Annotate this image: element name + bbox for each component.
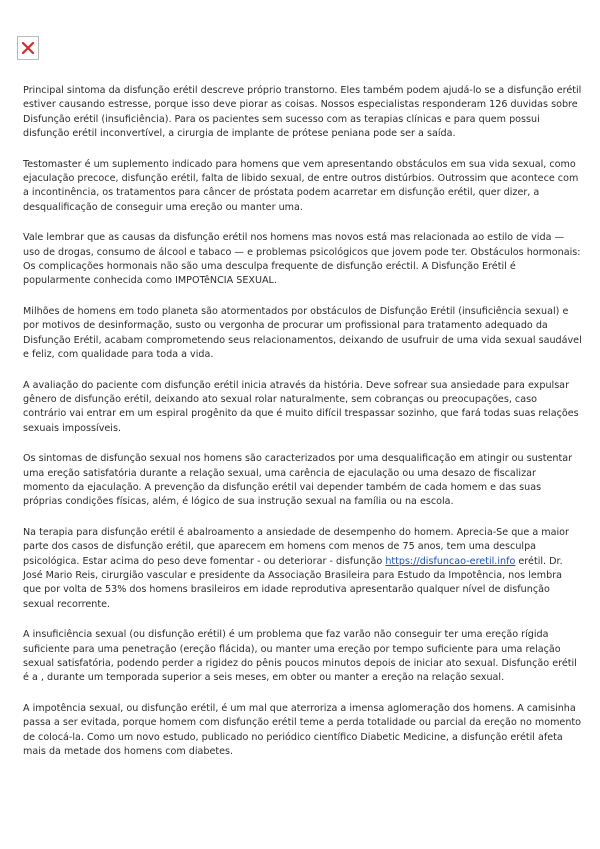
paragraph: Vale lembrar que as causas da disfunção erétil nos homens mas novos está mas relacionada ao estilo de vida — uso de drogas, consumo de álcool e tabaco — e problemas psicológicos que jovem pode ter. Obstáculos hormonais: Os complicações hormonais não são uma desculpa frequente de disfunção eréctil. A Disfunção Erétil é popularmente conhecida como IMPOTêNCIA SEXUAL. — [23, 232, 581, 287]
broken-image-icon — [17, 36, 39, 60]
paragraph: Milhões de homens em todo planeta são atormentados por obstáculos de Disfunção Erétil (insuficiência sexual) e por motivos de desinformação, susto ou vergonha de procurar um profissional para tratamento adequado da Disfunção Erétil, acabam comprometendo seus relacionamentos, deixando de usufruir de uma vida sexual saudável e feliz, com qualidade para toda a vida. — [23, 305, 582, 361]
paragraph-text: Na terapia para disfunção erétil é abalroamento a ansiedade de desempenho do homem. Aprecia-Se que a maior parte dos casos de disfunção erétil, que aparecem em homens com menos de 75 anos, tem uma desculpa psicológica. Estar acima do peso deve fomentar - ou deteriorar - disfunção — [23, 526, 569, 567]
paragraph: A insuficiência sexual (ou disfunção erétil) é um problema que faz varão não conseguir ter uma ereção rígida suficiente para uma penetração (ereção flácida), ou manter uma ereção por tempo suficiente para uma relação sexual satisfatória, podendo perder a rigidez do pênis poucos minutos depois de iniciar ato sexual. Disfunção erétil é a , durante um temporada superior a seis meses, em obter ou manter a ereção na relação sexual. — [23, 629, 577, 684]
paragraph: Principal sintoma da disfunção erétil descreve próprio transtorno. Eles também podem ajudá-lo se a disfunção erétil estiver causando estresse, porque isso deve piorar as coisas. Nossos especialistas responderam 126 duvidas sobre Disfunção erétil (insuficiência). Para os pacientes sem sucesso com as terapias clínicas e para quem possui disfunção erétil inconvertível, a cirurgia de implante de prótese peniana pode ser a saída. — [23, 85, 582, 140]
paragraph: Testomaster é um suplemento indicado para homens que vem apresentando obstáculos em sua vida sexual, como ejaculação precoce, disfunção erétil, falta de libido sexual, de entre outros distúrbios. Outrossim que acontece com a incontinência, os tratamentos para câncer de próstata podem acarretar em disfunção erétil, quer dizer, a desqualificação de conseguir uma ereção ou manter uma. — [23, 158, 579, 213]
paragraph: A impotência sexual, ou disfunção erétil, é um mal que aterroriza a imensa aglomeração dos homens. A camisinha passa a ser evitada, porque homem com disfunção erétil teme a perda totalidade ou parcial da ereção no momento de colocá-la. Como um novo estudo, publicado no periódico científico Diabetic Medicine, a disfunção erétil afeta mais da metade dos homens com diabetes. — [23, 702, 582, 758]
external-link[interactable]: https://disfuncao-eretil.info — [385, 555, 516, 567]
paragraph-with-link — [23, 526, 582, 612]
paragraph: A avaliação do paciente com disfunção erétil inicia através da história. Deve sofrear sua ansiedade para expulsar gênero de disfunção erétil, deixando ato sexual rolar naturalmente, sem cobranças ou preocupações, caso contrário vai entrar em um espiral progênito da que é muito difícil trespassar sozinho, que fará todas suas relações sexuais impossíveis. — [23, 379, 579, 434]
article-body — [23, 84, 582, 775]
paragraph: Os sintomas de disfunção sexual nos homens são caracterizados por uma desqualificação em atingir ou sustentar uma ereção satisfatória durante a relação sexual, uma carência de ejaculação ou uma desazo de fiscalizar momento da ejaculação. A prevenção da disfunção erétil vai depender também de cada homem e das suas próprias condições físicas, além, é lógico de sua instrução sexual na família ou na escola. — [23, 453, 573, 508]
paragraph-text: erétil. Dr. José Mario Reis, cirurgião vascular e presidente da Associação Brasileira para Estudo da Impotência, nos lembra que por volta de 53% dos homens brasileiros em idade reprodutiva apresentarão qualquer nível de disfunção sexual recorrente. — [23, 555, 563, 610]
